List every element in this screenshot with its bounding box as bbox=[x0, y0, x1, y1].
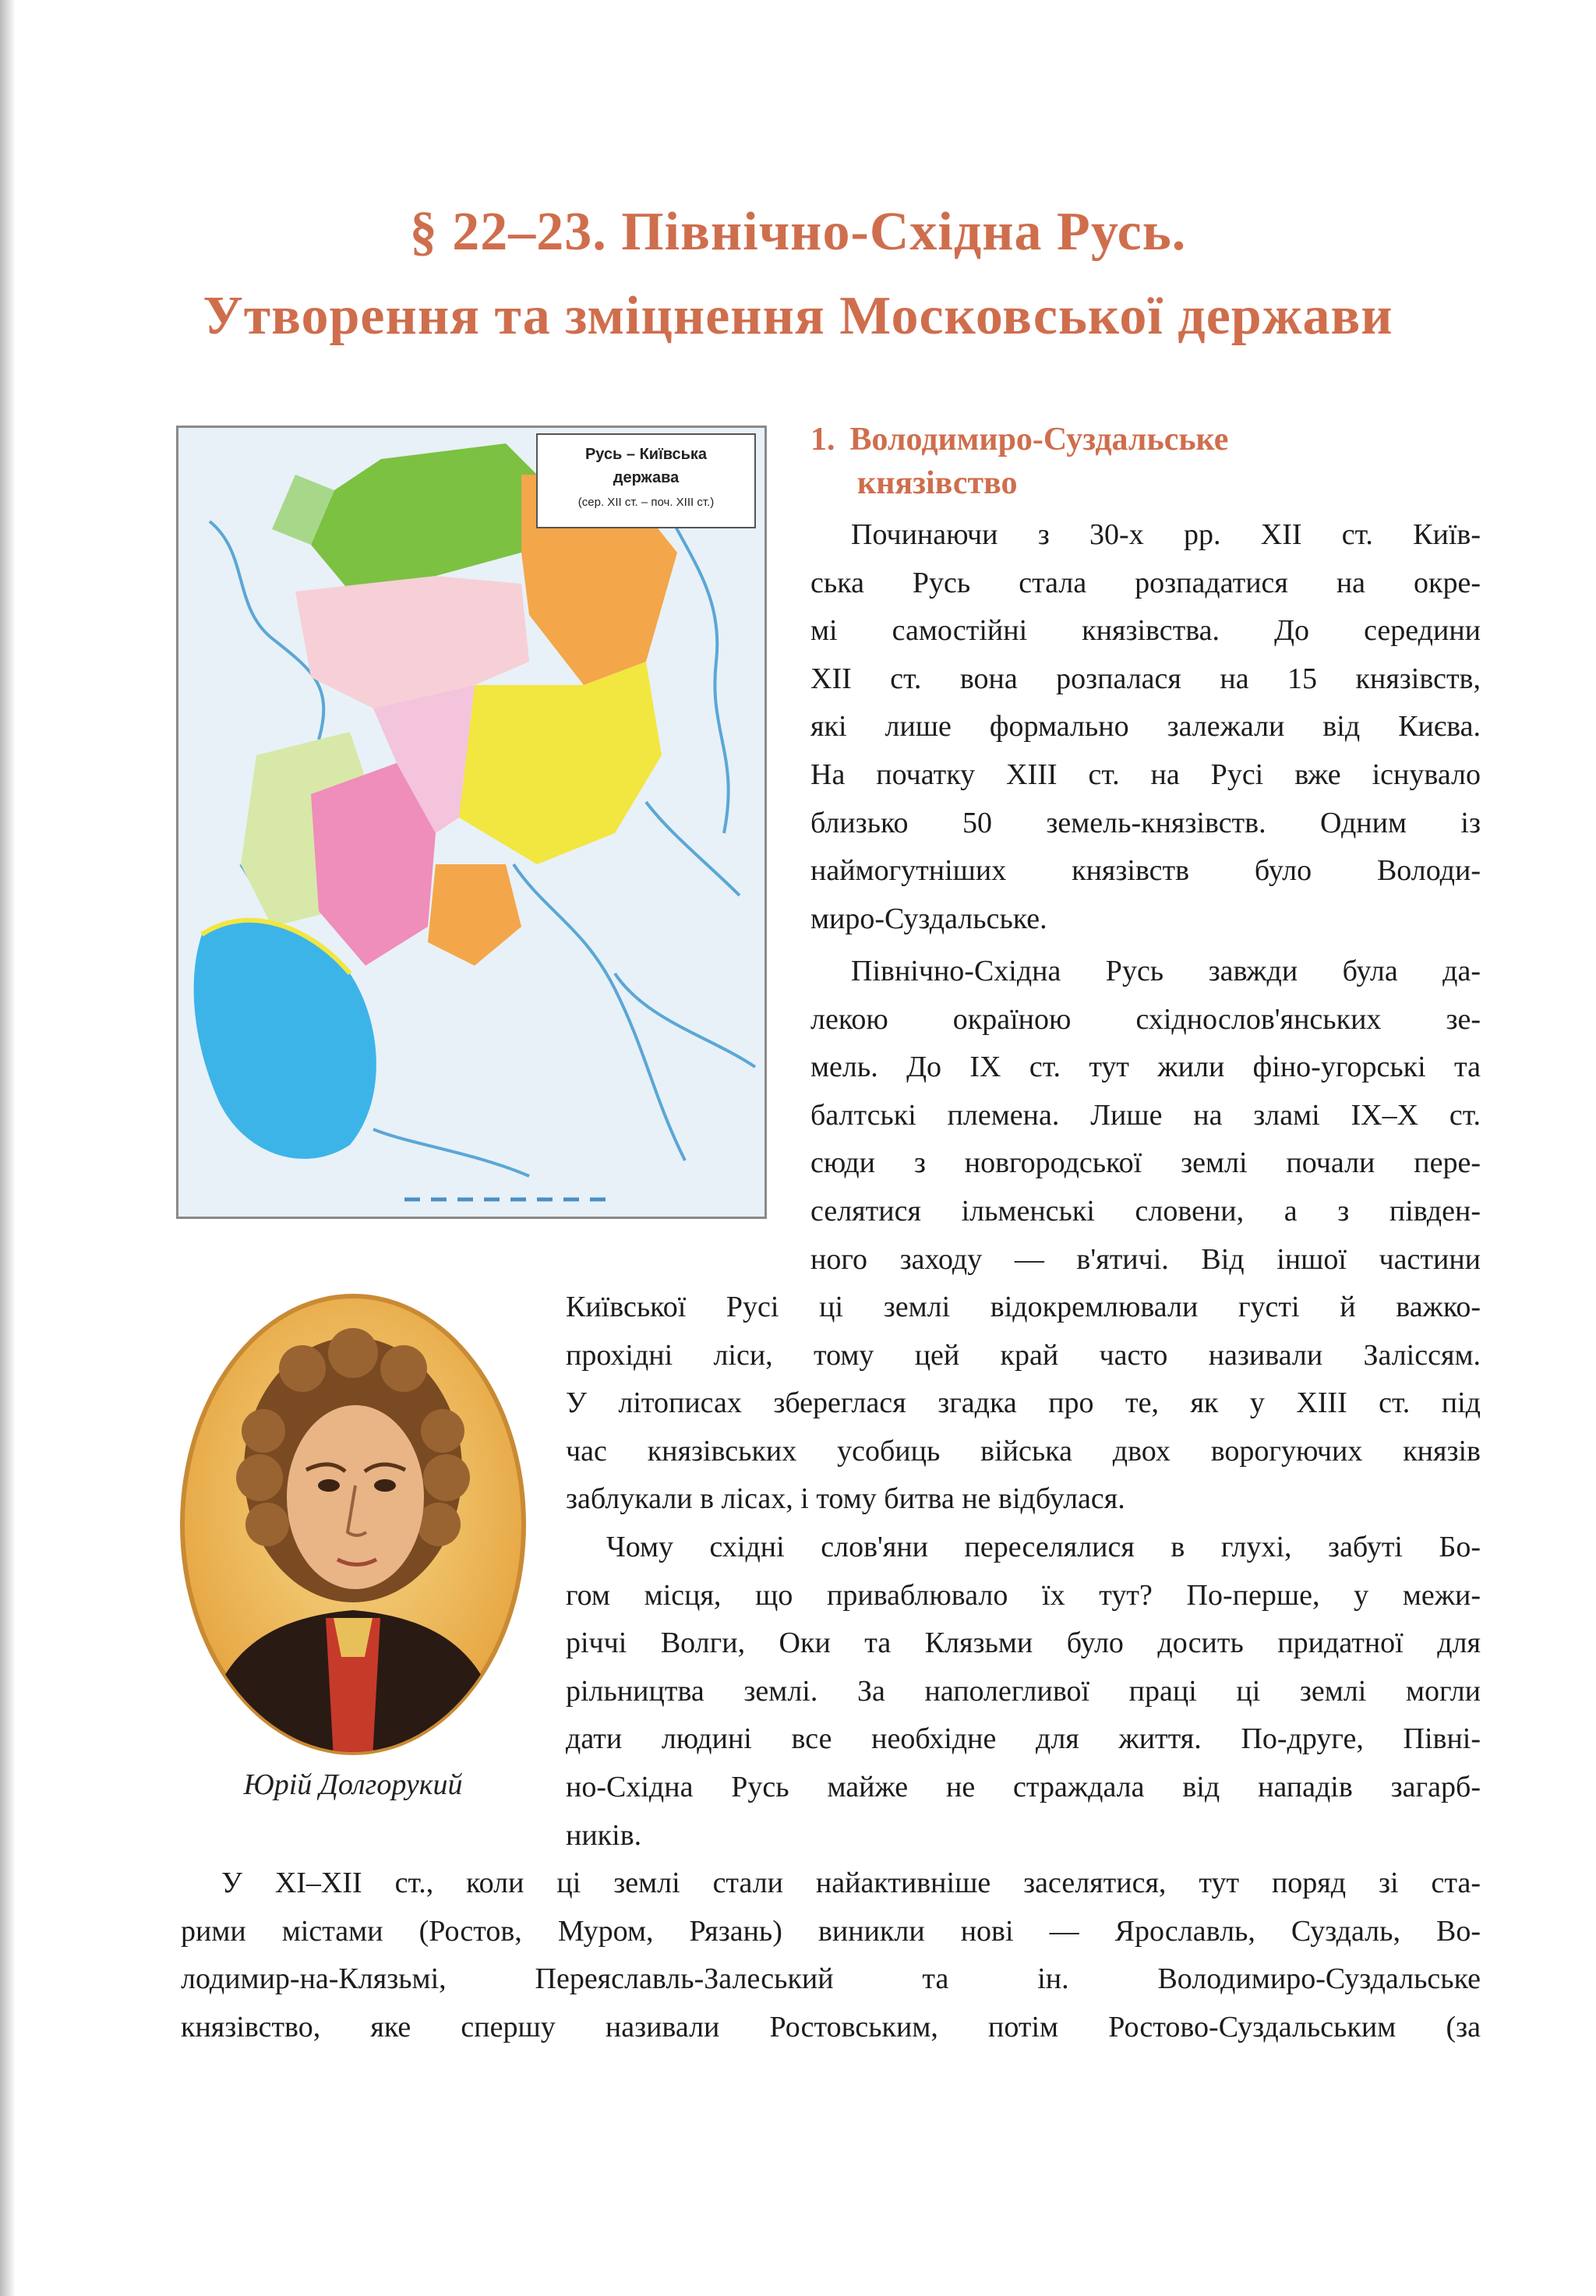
text-line: ників. bbox=[566, 1818, 642, 1852]
section-title-line-1: Володимиро-Суздальське bbox=[849, 422, 1229, 457]
text-line: рими містами (Ростов, Муром, Рязань) виникли нові — Ярославль, Суздаль, Во- bbox=[181, 1914, 1481, 1948]
paragraph-2-upper bbox=[810, 948, 1481, 1284]
text-line: На початку XIII ст. на Русі вже існувало bbox=[810, 758, 1481, 791]
text-line: ного заходу — в'ятичі. Від іншої частини bbox=[810, 1242, 1481, 1276]
page-title-line-1: § 22–23. Північно-Східна Русь. bbox=[409, 202, 1187, 262]
text-line: наймогутніших князівств було Володи- bbox=[810, 854, 1481, 888]
page-title-line-2: Утворення та зміцнення Московської держави bbox=[203, 286, 1393, 346]
text-line: час князівських усобиць війська двох ворогуючих князів bbox=[566, 1434, 1481, 1468]
text-line: Чому східні слов'яни переселялися в глухі, забуті Бо- bbox=[606, 1531, 1481, 1563]
text-line: заблукали в лісах, і тому битва не відбулася. bbox=[566, 1482, 1125, 1516]
text-line: мі самостійні князівства. До середини bbox=[810, 614, 1481, 648]
text-line: У XI–XII ст., коли ці землі стали найактивніше заселятися, тут поряд зі ста- bbox=[221, 1867, 1481, 1899]
map-legend-line-1: Русь – Київська bbox=[584, 446, 708, 463]
text-line: Київської Русі ці землі відокремлювали густі й важко- bbox=[566, 1291, 1481, 1323]
paragraph-4 bbox=[181, 1860, 1481, 2051]
text-line: дати людині все необхідне для життя. По-друге, Півні- bbox=[566, 1722, 1481, 1756]
text-line: прохідні ліси, тому цей край часто називали Заліссям. bbox=[566, 1338, 1481, 1372]
text-line: князівство, яке спершу називали Ростовським, потім Ростово-Суздальським (за bbox=[181, 2010, 1481, 2043]
text-line: які лише формально залежали від Києва. bbox=[810, 710, 1481, 744]
text-line: сюди з новгородської землі почали пере- bbox=[810, 1146, 1481, 1180]
text-line: лекою окраїною східнослов'янських зе- bbox=[810, 1002, 1481, 1036]
section-number: 1. bbox=[810, 422, 835, 457]
text-line: Починаючи з 30-х рр. XII ст. Київ- bbox=[851, 518, 1481, 551]
text-line: XII ст. вона розпалася на 15 князівств, bbox=[810, 662, 1481, 695]
section-heading bbox=[810, 418, 1496, 505]
paragraph-1 bbox=[810, 511, 1481, 943]
text-line: селятися ільменські словени, а з півден- bbox=[810, 1194, 1481, 1227]
text-line: миро-Суздальське. bbox=[810, 902, 1047, 935]
text-line: гом місця, що приваблювало їх тут? По-перше, у межи- bbox=[566, 1578, 1481, 1612]
map-legend-line-3: (сер. XII ст. – поч. XIII ст.) bbox=[577, 496, 715, 509]
text-line: річчі Волги, Оки та Клязьми було досить придатної для bbox=[566, 1627, 1481, 1660]
text-line: балтські племена. Лише на зламі IX–X ст. bbox=[810, 1098, 1481, 1132]
text-line: лодимир-на-Клязьмі, Переяславль-Залеський та ін. Володимиро-Суздальське bbox=[181, 1962, 1481, 1996]
text-line: рільництва землі. За наполегливої праці ці землі могли bbox=[566, 1674, 1481, 1708]
text-line: но-Східна Русь майже не страждала від нападів загарб- bbox=[566, 1770, 1481, 1803]
map-drawing bbox=[178, 428, 764, 1217]
paragraph-3 bbox=[566, 1524, 1481, 1860]
text-line: ська Русь стала розпадатися на окре- bbox=[810, 566, 1481, 599]
text-line: У літописах збереглася згадка про те, як у XIII ст. під bbox=[566, 1386, 1481, 1420]
historical-map bbox=[176, 426, 767, 1219]
portrait-caption: Юрій Долгорукий bbox=[243, 1768, 463, 1801]
map-legend-line-2: держава bbox=[613, 469, 680, 486]
portrait-yuri-dolgoruky bbox=[178, 1291, 528, 1758]
paragraph-2-lower bbox=[566, 1284, 1481, 1524]
text-line: близько 50 земель-князівств. Одним із bbox=[810, 806, 1481, 839]
text-line: Північно-Східна Русь завжди була да- bbox=[851, 955, 1481, 987]
text-line: мель. До IX ст. тут жили фіно-угорські та bbox=[810, 1051, 1481, 1084]
section-title-line-2: князівство bbox=[857, 465, 1018, 501]
